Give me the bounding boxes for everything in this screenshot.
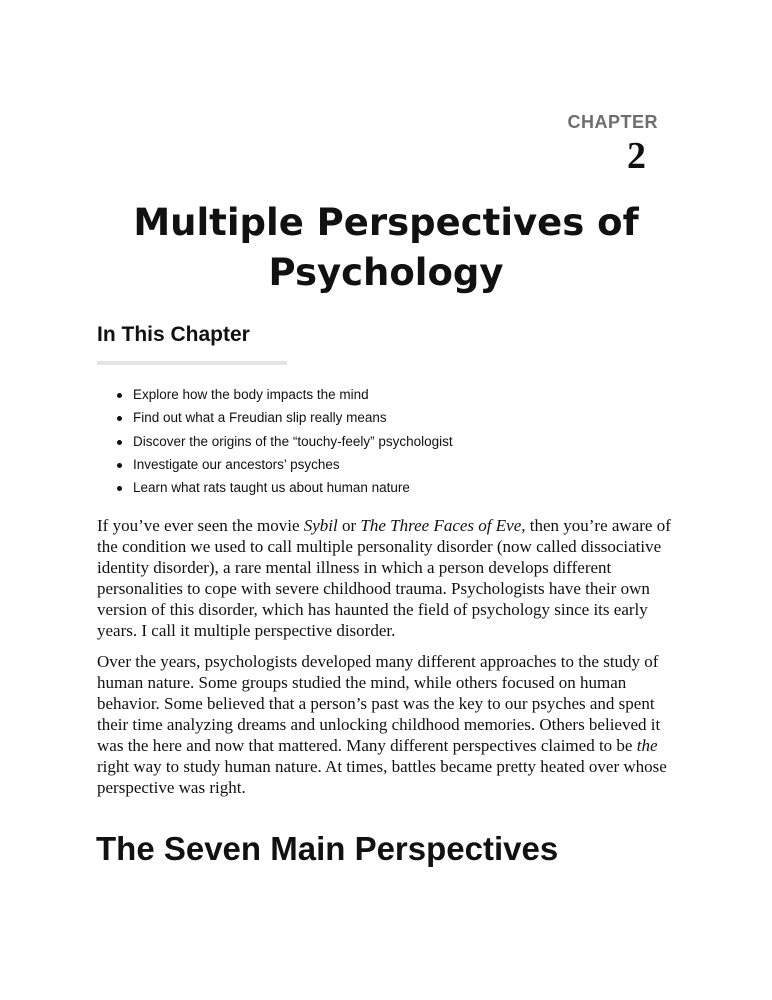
section-heading: The Seven Main Perspectives [96, 830, 559, 867]
second-paragraph [97, 651, 687, 798]
paragraph-text: If you’ve ever seen the movie [97, 516, 304, 535]
paragraph-text: then you’re aware of the condition we used to call multiple personality disorder (now called dissociative identity disorder), a rare mental illness in which a person develops different personalities to cope with severe childhood trauma. Psychologists have their own version of this disorder, which has haunted the field of psychology since its early years. I call it multiple perspective disorder. [97, 516, 671, 640]
emphasis-text: the [636, 736, 658, 755]
list-item: Discover the origins of the “touchy-feely” psychologist [113, 430, 453, 453]
movie-title-sybil: Sybil [303, 516, 338, 535]
list-item: Learn what rats taught us about human nature [113, 476, 453, 499]
heading-underline-divider [97, 361, 287, 365]
paragraph-text: right way to study human nature. At times, battles became pretty heated over whose perspective was right. [97, 757, 667, 797]
chapter-title-line-1: Multiple Perspectives of [133, 201, 639, 244]
paragraph-text: or [337, 516, 361, 535]
movie-title-three-faces: The Three Faces of Eve, [360, 516, 526, 535]
list-item: Investigate our ancestors’ psyches [113, 453, 453, 476]
chapter-title-line-2: Psychology [268, 251, 504, 294]
chapter-title [80, 198, 692, 298]
intro-paragraph [97, 515, 687, 641]
paragraph-text: Over the years, psychologists developed many different approaches to the study of human nature. Some groups studied the mind, while others focused on human behavior. Some believed that a person’s past was the key to our psyches and spent their time analyzing dreams and unlocking childhood memories. Others believed it was the here and now that mattered. Many different perspectives claimed to be [97, 652, 661, 755]
chapter-label: CHAPTER [567, 112, 658, 132]
chapter-topics-list [113, 383, 453, 499]
in-this-chapter-heading: In This Chapter [97, 323, 250, 346]
chapter-number: 2 [627, 135, 646, 177]
list-item: Explore how the body impacts the mind [113, 383, 453, 406]
list-item: Find out what a Freudian slip really means [113, 406, 453, 429]
